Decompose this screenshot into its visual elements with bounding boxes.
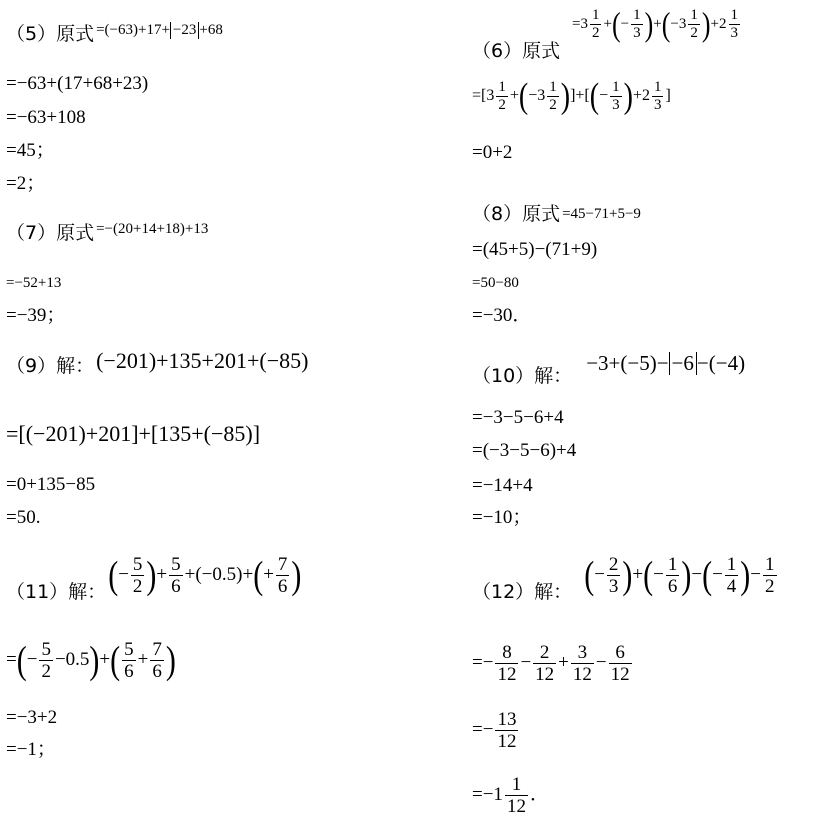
- problem-11-line-2: =−3+2: [6, 707, 58, 728]
- fraction-numerator: 8: [502, 642, 512, 663]
- operator: −: [520, 651, 532, 673]
- fraction-numerator: 5: [41, 639, 51, 660]
- operator: ]: [665, 87, 671, 105]
- operator: +2: [632, 87, 650, 105]
- operator: +: [99, 648, 111, 670]
- problem-10-line-2: =(−3−5−6)+4: [472, 440, 577, 461]
- problem-12-line-2: [472, 710, 520, 751]
- fraction-numerator: 1: [633, 7, 641, 23]
- operator: +: [156, 563, 168, 585]
- problem-12-line-0: （12）解： (− $\frac{2}{3}$ )+(− $\frac{1}{6}$ )−(− $\frac{1}{4}$ )− $\frac{1}{2}$: [472, 554, 775, 603]
- operator: −3: [528, 87, 546, 105]
- operator: −: [26, 648, 38, 670]
- problem-12-line-1: [472, 643, 634, 684]
- problem-11-mid: −0.5: [54, 648, 90, 670]
- problem-6-line-1: =[3 $\frac{1}{2}$ +(−3 $\frac{1}{2}$ )]+[(− $\frac{1}{3}$ )+2 $\frac{1}{3}$ ]: [472, 76, 671, 117]
- fraction-denominator: 2: [41, 661, 51, 682]
- problem-5-line-0: [6, 22, 223, 44]
- problem-11-sign-a: −: [118, 563, 129, 585]
- fraction-numerator: 1: [726, 554, 737, 575]
- operator: −: [712, 563, 723, 585]
- problem-9-label: （9）解：: [6, 355, 95, 377]
- fraction-denominator: 2: [498, 97, 506, 113]
- problem-9-line-1: =[(−201)+201]+[135+(−85)]: [6, 421, 261, 446]
- operator: =[3: [472, 87, 495, 105]
- problem-5-line-1: =−63+(17+68+23): [6, 73, 149, 94]
- problem-10-label: （10）解：: [472, 365, 573, 387]
- fraction-denominator: 12: [497, 731, 517, 752]
- operator: +2: [710, 15, 727, 32]
- operator: ]+[: [570, 87, 590, 105]
- problem-7-expr: =−(20+14+18)+13: [96, 221, 209, 237]
- problem-10-abs: −6: [669, 352, 697, 375]
- operator: =−: [472, 651, 494, 673]
- fraction-denominator: 12: [506, 796, 526, 817]
- fraction-denominator: 3: [608, 576, 619, 597]
- operator: =−1: [472, 783, 503, 805]
- problem-8-label: （8）原式: [472, 203, 561, 225]
- fraction-denominator: 6: [152, 661, 162, 682]
- problem-8-line-3: =−30．: [472, 305, 532, 326]
- problem-10-line-4: =−10；: [472, 507, 532, 528]
- problem-6-label: （6）原式: [472, 40, 561, 62]
- fraction-denominator: 4: [726, 576, 737, 597]
- problem-5-expr-a: =(−63)+17+: [96, 22, 170, 38]
- problem-11-line-0: （11）解：(− $\frac{5}{2}$ )+ $\frac{5}{6}$ +(−0.5)+(+ $\frac{7}{6}$ ): [6, 554, 302, 603]
- operator: +: [558, 651, 569, 673]
- problem-6-line-0: =3 $\frac{1}{2}$ +(− $\frac{1}{3}$ )+(−3 $\frac{1}{2}$ )+2 $\frac{1}{3}$: [572, 5, 738, 44]
- problem-8-expr: =45−71+5−9: [562, 206, 641, 222]
- operator: −: [750, 563, 761, 585]
- operator: =−: [472, 718, 494, 740]
- fraction-numerator: 5: [132, 554, 143, 575]
- problem-7-label: （7）原式: [6, 222, 95, 244]
- problem-11-mid: +(−0.5)+: [184, 563, 254, 585]
- problem-5-line-4: =2；: [6, 173, 46, 194]
- problem-10-line-0: [472, 352, 745, 386]
- problem-10-expr-a: −3+(−5)−: [586, 351, 669, 375]
- problem-5-line-3: =45；: [6, 140, 55, 161]
- operator: +: [137, 648, 149, 670]
- problem-10-expr-b: −(−4): [696, 351, 746, 375]
- operator: −: [599, 87, 609, 105]
- operator: −: [620, 15, 630, 32]
- fraction-numerator: 1: [511, 774, 522, 795]
- operator: ．: [529, 783, 549, 805]
- problem-10-line-1: =−3−5−6+4: [472, 407, 564, 428]
- problem-12-label: （12）解：: [472, 580, 573, 603]
- problem-7-line-2: =−39；: [6, 305, 66, 326]
- problem-5-abs: −23: [170, 22, 199, 39]
- problem-9-line-2: =0+135−85: [6, 474, 96, 495]
- problem-5-line-2: =−63+108: [6, 107, 86, 128]
- fraction-numerator: 13: [497, 709, 517, 730]
- fraction-denominator: 12: [535, 664, 555, 685]
- fraction-numerator: 1: [498, 79, 506, 95]
- problem-7-line-1: =−52+13: [6, 275, 62, 291]
- fraction-denominator: 2: [765, 576, 775, 597]
- problem-11-line-1: =(− $\frac{5}{2}$ −0.5)+( $\frac{5}{6}$ + $\frac{7}{6}$ ): [6, 639, 176, 682]
- fraction-numerator: 7: [277, 554, 288, 575]
- problem-12-line-3: [472, 775, 549, 816]
- operator: −: [691, 563, 703, 585]
- right-column: [472, 0, 821, 825]
- fraction-numerator: 1: [765, 554, 775, 575]
- problem-11-label: （11）解：: [6, 580, 107, 603]
- fraction-numerator: 1: [591, 7, 600, 23]
- problem-6-line-2: =0+2: [472, 142, 513, 163]
- fraction-denominator: 3: [633, 25, 641, 41]
- fraction-denominator: 6: [277, 576, 288, 597]
- operator: +: [509, 87, 519, 105]
- fraction-numerator: 2: [608, 554, 619, 575]
- problem-11-sign-c: +: [263, 563, 274, 585]
- fraction-numerator: 1: [549, 79, 557, 95]
- problem-11-line-3: =−1；: [6, 739, 56, 760]
- problem-5-label: （5）原式: [6, 23, 95, 45]
- operator: +: [653, 15, 662, 32]
- fraction-denominator: 12: [610, 664, 630, 685]
- fraction-denominator: 3: [612, 97, 620, 113]
- fraction-denominator: 12: [572, 664, 592, 685]
- fraction-denominator: 2: [690, 25, 698, 41]
- fraction-denominator: 12: [497, 664, 517, 685]
- operator: −3: [670, 15, 687, 32]
- fraction-denominator: 6: [124, 661, 134, 682]
- fraction-denominator: 3: [653, 97, 662, 113]
- fraction-numerator: 6: [615, 642, 625, 663]
- problem-5-expr-b: +68: [199, 22, 223, 38]
- problem-8-line-1: =(45+5)−(71+9): [472, 239, 598, 260]
- problem-10-line-3: =−14+4: [472, 475, 533, 496]
- left-column: [6, 0, 406, 825]
- fraction-denominator: 3: [730, 25, 738, 41]
- fraction-denominator: 2: [132, 576, 143, 597]
- fraction-denominator: 2: [591, 25, 600, 41]
- operator: =: [6, 648, 17, 670]
- fraction-numerator: 2: [539, 642, 550, 663]
- problem-8-line-0: [472, 205, 641, 224]
- fraction-numerator: 1: [690, 7, 698, 23]
- fraction-numerator: 5: [171, 554, 181, 575]
- fraction-denominator: 6: [667, 576, 678, 597]
- fraction-denominator: 6: [171, 576, 181, 597]
- operator: −: [653, 563, 664, 585]
- operator: −: [594, 563, 605, 585]
- fraction-numerator: 1: [667, 554, 678, 575]
- fraction-numerator: 7: [152, 639, 162, 660]
- fraction-numerator: 1: [612, 79, 620, 95]
- problem-9-expr: (−201)+135+201+(−85): [96, 348, 309, 373]
- problem-8-line-2: =50−80: [472, 275, 519, 291]
- fraction-numerator: 3: [577, 642, 588, 663]
- operator: +: [603, 15, 612, 32]
- operator: −: [595, 651, 607, 673]
- problem-9-line-3: =50.: [6, 507, 41, 528]
- fraction-numerator: 1: [730, 7, 738, 23]
- fraction-denominator: 2: [549, 97, 557, 113]
- operator: +: [632, 563, 644, 585]
- problem-7-line-0: [6, 222, 208, 243]
- operator: =3: [572, 15, 588, 32]
- fraction-numerator: 5: [124, 639, 134, 660]
- problem-9-line-0: [6, 350, 308, 376]
- problem-6-label-line: [472, 42, 562, 61]
- fraction-numerator: 1: [653, 79, 662, 95]
